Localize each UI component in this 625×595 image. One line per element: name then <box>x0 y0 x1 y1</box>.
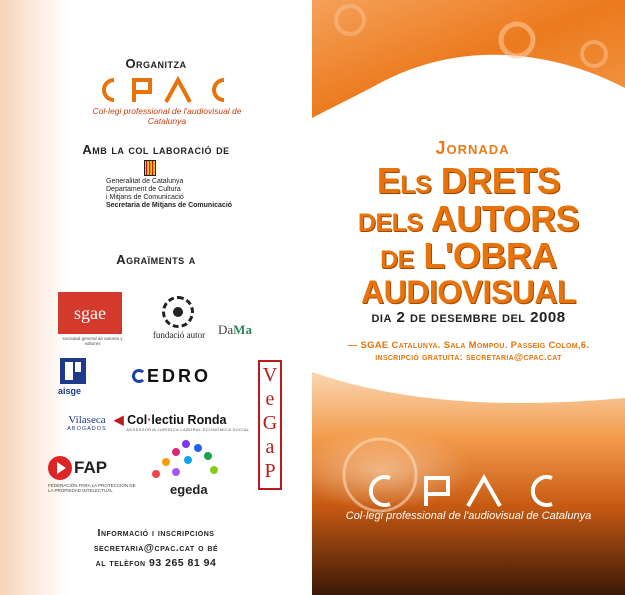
title-line-2: dels AUTORS <box>357 198 580 239</box>
title-line-3: de L'OBRA <box>380 235 557 276</box>
vilaseca-subtitle: ABOGADOS <box>67 426 107 432</box>
venue-block <box>312 340 625 364</box>
right-panel <box>312 0 625 595</box>
info-line-1: Informació i inscripcions <box>97 527 215 539</box>
cpac-large-subtitle: Col·legi professional de l'audiovisual de Catalunya <box>345 510 592 522</box>
agraiments-heading: Agraïments a <box>116 252 196 267</box>
fundacio-autor-text: fundació autor <box>152 330 206 340</box>
fap-text: FAP <box>74 458 108 477</box>
vegap-letter-4: a <box>265 436 275 458</box>
info-line-2: secretaria@cpac.cat o bé <box>93 542 219 554</box>
generalitat-line-1: Generalitat de Catalunya <box>106 178 184 185</box>
vilaseca-text: Vilaseca <box>68 414 106 426</box>
generalitat-emblem-icon <box>144 160 156 176</box>
generalitat-line-4: Secretaria de Mitjans de Comunicació <box>106 202 233 209</box>
left-panel <box>0 0 312 595</box>
generalitat-line-3: i Mitjans de Comunicació <box>106 194 184 201</box>
fundacio-autor-seal-icon <box>162 296 194 328</box>
aisge-logo-icon <box>60 358 86 384</box>
cpac-subtitle: Col·legi professional de l'audiovisual de Catalunya <box>92 106 242 126</box>
sgae-subtitle: sociedad general de autores y editores <box>62 336 123 346</box>
cpac-logo-mark <box>94 76 244 104</box>
title-line-1: Els DRETS <box>376 160 561 201</box>
fundacio-autor-logo <box>150 296 208 344</box>
venue-dash-icon: — <box>347 340 361 351</box>
vegap-letter-2: e <box>265 388 275 410</box>
colectiu-ronda-subtitle: ASSESSORIA JURÍDICA LABORAL ECONÒMICA SOCIAL <box>126 427 250 432</box>
colectiu-ronda-dot: · <box>147 413 152 427</box>
organitza-heading: Organitza <box>125 56 187 71</box>
fap-subtitle: FEDERACIÓN PARA LA PROTECCIÓN DE LA PROPIEDAD INTELECTUAL <box>48 483 136 493</box>
info-block <box>0 526 312 571</box>
dama-text-pre: Da <box>218 322 234 337</box>
colectiu-ronda-text-post: lectiu Ronda <box>151 413 227 427</box>
aisge-text: aisge <box>58 386 82 396</box>
generalitat-logo <box>100 160 240 220</box>
sgae-logo: sgae <box>58 292 122 334</box>
vegap-letter-3: G <box>262 412 278 434</box>
cedro-text: EDRO <box>147 366 212 386</box>
dama-logo <box>218 322 252 338</box>
cpac-logo-large <box>356 470 576 510</box>
venue-line-1 <box>312 340 625 352</box>
egeda-logo <box>148 440 238 496</box>
venue-line-1-text: SGAE Catalunya. Sala Mompou. Passeig Colom,6. <box>360 340 590 351</box>
egeda-text: egeda <box>170 482 208 497</box>
cedro-logo <box>132 366 211 387</box>
event-date: dia 2 de desembre del 2008 <box>371 309 566 326</box>
colectiu-ronda-icon: ◀ <box>114 413 124 427</box>
title-line-4: AUDIOVISUAL <box>361 274 576 310</box>
generalitat-line-2: Departament de Cultura <box>106 186 181 193</box>
colectiu-ronda-logo <box>114 412 262 432</box>
collaboracio-heading: Amb la col laboració de <box>82 142 230 157</box>
vegap-letter-1: V <box>262 364 278 386</box>
vegap-letter-5: P <box>264 460 276 482</box>
cpac-logo <box>82 76 252 126</box>
vilaseca-logo <box>52 414 122 432</box>
fap-play-icon <box>48 456 72 480</box>
jornada-label: Jornada <box>435 138 510 158</box>
colectiu-ronda-text-pre: Col <box>127 413 148 427</box>
cedro-c-icon <box>132 369 146 383</box>
dama-text-post: Ma <box>233 322 252 337</box>
info-line-3: al telèfon 93 265 81 94 <box>95 557 217 569</box>
venue-line-2: inscripció gratuïta: secretaria@cpac.cat <box>375 352 562 363</box>
generalitat-text <box>100 178 240 210</box>
